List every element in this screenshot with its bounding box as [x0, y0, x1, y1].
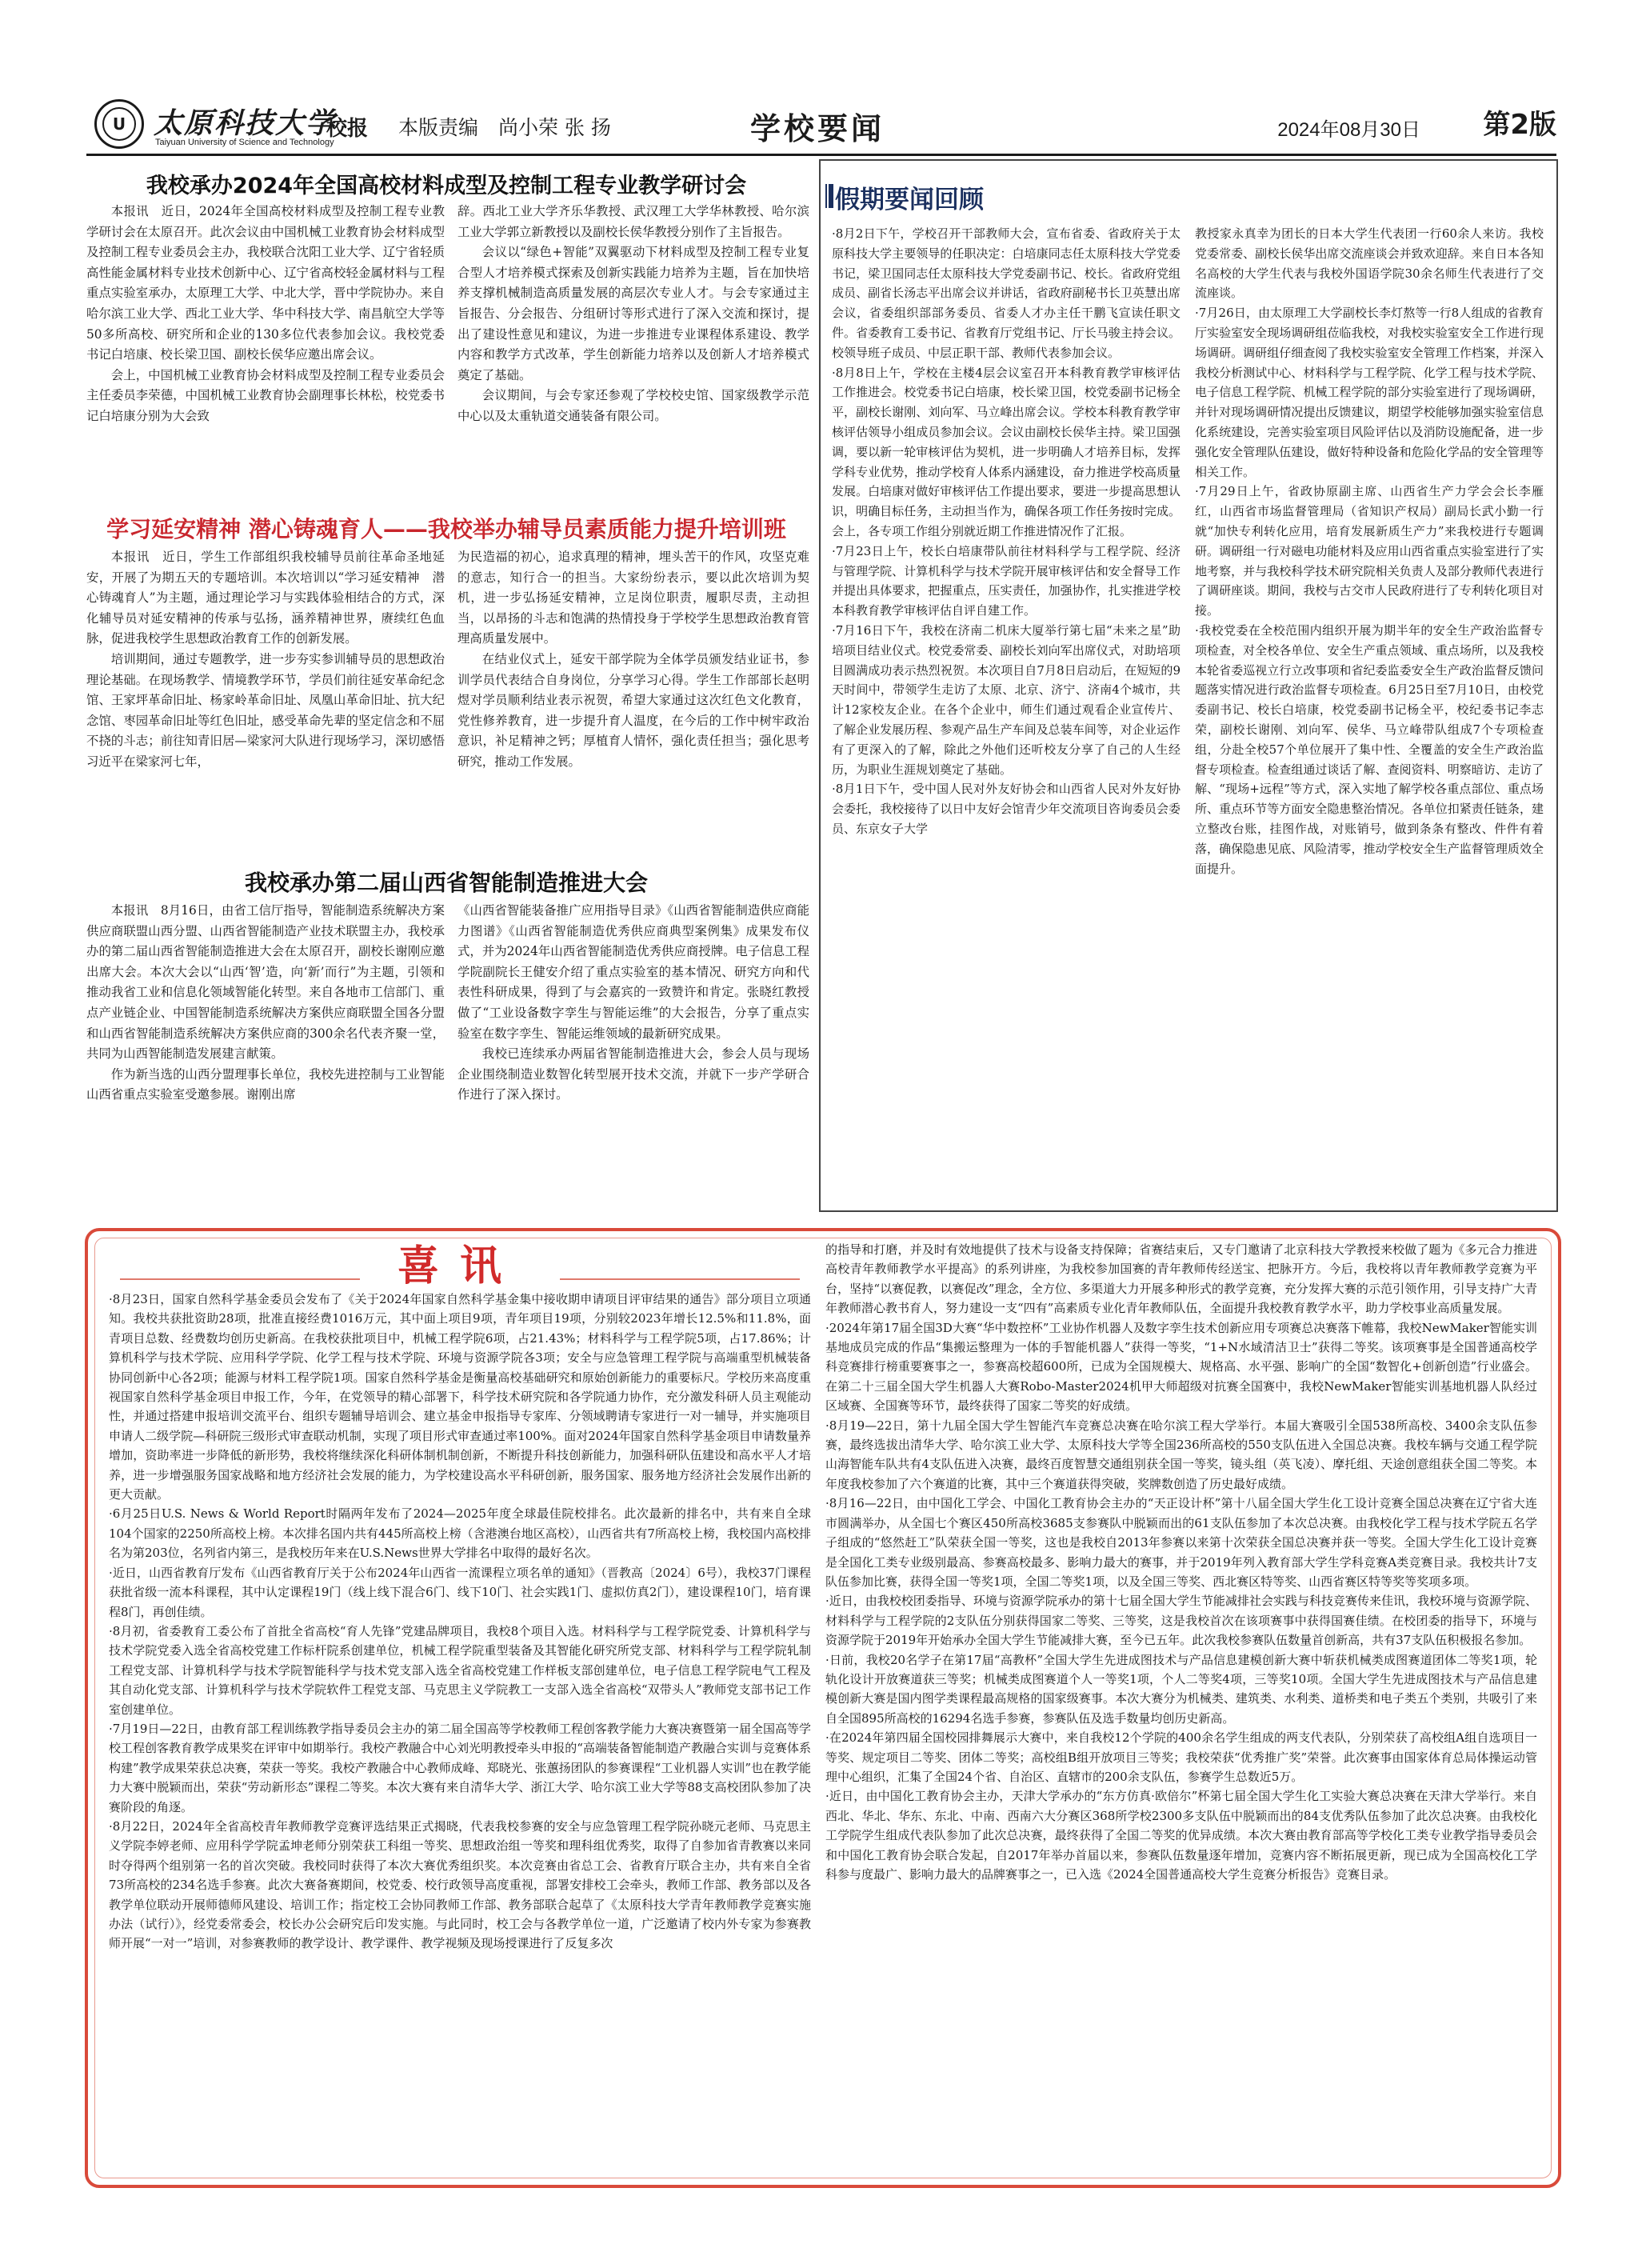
article2-para: 为民造福的初心，追求真理的精神，埋头苦干的作风，攻坚克难的意志，知行合一的担当。大家纷纷表示，要以此次培训为契机，进一步弘扬延安精神，立足岗位职责，履职尽责，主动担当，以昂扬的斗志和饱满的热情投身于学校学生思想政治教育管理高质量发展中。 — [457, 550, 809, 646]
article1-para: 辞。西北工业大学齐乐华教授、武汉理工大学华林教授、哈尔滨工业大学郭立新教授以及副校长侯华教授分别作了主旨报告。 — [457, 204, 809, 239]
good-news-item: ·近日，山西省教育厅发布《山西省教育厅关于公布2024年山西省一流课程立项名单的通知》（晋教高〔2024〕6号），我校37门课程获批省级一流本科课程，其中认定课程19门（线上线下混合6门、线下10门、社会实践1门、虚拟仿真2门），建设课程10门，培育课程8门，再创佳绩。 — [109, 1565, 811, 1619]
article1-title: 我校承办2024年全国高校材料成型及控制工程专业教学研讨会 — [146, 174, 747, 198]
good-news-item: ·8月22日，2024年全省高校青年教师教学竞赛评选结果正式揭晓，代表我校参赛的安全与应急管理工程学院孙晓元老师、马克思主义学院李婷老师、应用科学学院孟坤老师分别荣获工科组一等奖、思想政治组一等奖和理科组优秀奖，取得了自参加省青教赛以来同时夺得两个组别第一名的首次突破。我校同时获得了本次大赛优秀组织奖。本次竞赛由省总工会、省教育厅联合主办，共有来自全省73所高校的234名选手参赛。此次大赛备赛期间，校党委、校行政领导高度重视，部署安排校工会牵头，教师工作部、教务部以及各教学单位联动开展师德师风建设、培训工作；指定校工会协同教师工作部、教务部联合起草了《太原科技大学青年教师教学竞赛实施办法（试行）》，经党委常委会，校长办公会研究后印发实施。与此同时，校工会与各教学单位一道，广泛邀请了校内外专家为参赛教师开展“一对一”培训，对参赛教师的教学设计、教学课件、教学视频及现场授课进行了反复多次 — [109, 1818, 811, 1951]
university-name-en: Taiyuan University of Science and Technology — [155, 138, 334, 147]
review-col2 — [1195, 224, 1544, 1205]
good-news-item: ·8月16—22日，由中国化工学会、中国化工教育协会主办的“天正设计杯”第十八届全国大学生化工设计竞赛全国总决赛在辽宁省大连市圆满举办，从全国七个赛区450所高校3685支参赛队中脱颖而出的61支队伍参加了本次总决赛。由我校化学工程与技术学院五名学子组成的“悠然赶工”队荣获全国一等奖，这也是我校自2013年参赛以来第十次荣获全国总决赛并获一等奖。全国大学生化工设计竞赛是全国化工类专业级别最高、参赛高校最多、影响力最大的赛事，并于2019年列入教育部大学生学科竞赛A类竞赛目录。我校共计7支队伍参加比赛，获得全国一等奖1项，全国二等奖1项，以及全国三等奖、西北赛区特等奖、山西省赛区特等奖等奖项多项。 — [825, 1496, 1537, 1589]
edition-number: 第2版 — [1483, 109, 1556, 141]
review-item: ·我校党委在全校范围内组织开展为期半年的安全生产政治监督专项检查，对全校各单位、安全生产重点领域、重点场所，以及我校本轮省委巡视立行立改事项和省纪委监委安全生产政治监督反馈问题落实情况进行政治监督专项检查。6月25日至7月10日，由校党委副书记、校长白培康，校党委副书记杨全平，校纪委书记李志荣，副校长谢刚、刘向军、侯华、马立峰带队组成7个专项检查组，分赴全校57个单位展开了集中性、全覆盖的安全生产政治监督专项检查。检查组通过谈话了解、查阅资料、明察暗访、走访了解、“现场+远程”等方式，深入实地了解学校各重点部位、重点场所、重点环节等方面安全隐患整治情况。各单位扣紧责任链条，建立整改台账，挂图作战，对账销号，做到条条有整改、件件有着落，确保隐患见底、风险清零，推动学校安全生产监督管理质效全面提升。 — [1195, 622, 1544, 876]
article1-para: 本报讯 近日，2024年全国高校材料成型及控制工程专业教学研讨会在太原召开。此次会议由中国机械工业教育协会材料成型及控制工程专业委员会主办，我校联合沈阳工业大学、辽宁省轻质高性能金属材料专业技术创新中心、辽宁省高校轻金属材料与工程重点实验室承办，太原理工大学、中北大学，晋中学院协办。来自哈尔滨工业大学、西北工业大学、华中科技大学、南昌航空大学等50多所高校、研究所和企业的130多位代表参加会议。我校党委书记白培康、校长梁卫国、副校长侯华应邀出席会议。 — [86, 204, 445, 362]
title-rule-left — [120, 1278, 360, 1280]
good-news-item: ·2024年第17届全国3D大赛“华中数控杯”工业协作机器人及数字孪生技术创新应用专项赛总决赛落下帷幕，我校NewMaker智能实训基地成员完成的作品“集搬运整理为一体的手智能机器人”获得一等奖，“1+N水域清洁卫士”获得二等奖。该项赛事是全国普通高校学科竞赛排行榜重要赛事之一，参赛高校超600所，已成为全国规模大、规格高、水平强、影响广的全国“数智化+创新创造”行业盛会。在第二十三届全国大学生机器人大赛Robo-Master2024机甲大师超级对抗赛全国赛中，我校NewMaker智能实训基地机器人队经过区域赛、全国赛等环节，最终获得了国家二等奖的好成绩。 — [825, 1320, 1537, 1414]
article1-para: 会议期间，与会专家还参观了学校校史馆、国家级教学示范中心以及太重轨道交通装备有限公司。 — [457, 388, 809, 423]
review-item: ·8月2日下午，学校召开干部教师大会，宣布省委、省政府关于太原科技大学主要领导的任职决定：白培康同志任太原科技大学党委书记，梁卫国同志任太原科技大学党委副书记、校长。省政府党组成员、副省长汤志平出席会议并讲话，省政府副秘书长卫英慧出席会议，省委组织部部务委员、省委人才办主任干鹏飞宣读任职文件。省委教育工委书记、省教育厅党组书记、厅长马骏主持会议。校领导班子成员、中层正职干部、教师代表参加会议。 — [832, 226, 1181, 360]
issue-date: 2024年08月30日 — [1277, 119, 1420, 141]
article3-para: 本报讯 8月16日，由省工信厅指导，智能制造系统解决方案供应商联盟山西分盟、山西省智能制造产业技术联盟主办，我校承办的第二届山西省智能制造推进大会在太原召开，副校长谢刚应邀出席大会。本次大会以“山西‘智’造，向‘新’而行”为主题，引领和推动我省工业和信息化领域智能化转型。来自各地市工信部门、重点产业链企业、中国智能制造系统解决方案供应商联盟全国各分盟和山西省智能制造系统解决方案供应商的300余名代表齐聚一堂，共同为山西智能制造发展建言献策。 — [86, 903, 445, 1062]
article1-col1 — [86, 202, 445, 498]
article2-col1 — [86, 547, 445, 853]
review-item: ·7月29日上午，省政协原副主席、山西省生产力学会会长李雁红，山西省市场监督管理局（省知识产权局）副局长武小勤一行就“加快专利转化应用，培育发展新质生产力”来我校进行专题调研。调研组一行对磁电功能材料及应用山西省重点实验室进行了实地考察，并与我校科学技术研究院相关负责人及部分教师代表进行了调研座谈。期间，我校与古交市人民政府进行了专利转化项目对接。 — [1195, 484, 1544, 618]
title-bar-icon — [829, 184, 833, 208]
article3-para: 《山西省智能装备推广应用指导目录》《山西省智能制造供应商能力图谱》《山西省智能制造优秀供应商典型案例集》成果发布仪式，并为2024年山西省智能制造优秀供应商授牌。电子信息工程学院副院长王健安介绍了重点实验室的基本情况、研究方向和代表性科研成果，得到了与会嘉宾的一致赞许和肯定。张晓红教授做了“工业设备数字孪生与智能运维”的大会报告，分享了重点实验室在数字孪生、智能运维领域的最新研究成果。 — [457, 903, 809, 1041]
good-news-item: ·6月25日U.S. News & World Report时隔两年发布了2024—2025年度全球最佳院校排名。此次最新的排名中，共有来自全球104个国家的2250所高校上榜。本次排名国内共有445所高校上榜（含港澳台地区高校），山西省共有7所高校上榜，我校国内高校排名为第203位，名列省内第三，是我校历年来在U.S.News世界大学排名中取得的最好名次。 — [109, 1506, 811, 1561]
article3-title: 我校承办第二届山西省智能制造推进大会 — [244, 870, 648, 896]
article3-col2 — [457, 901, 809, 1210]
title-rule-right — [560, 1278, 800, 1280]
holiday-news-title: 假期要闻回顾 — [835, 186, 984, 214]
paper-name: 校报 — [326, 117, 369, 141]
good-news-col1 — [109, 1290, 811, 2170]
article3-para: 我校已连续承办两届省智能制造推进大会，参会人员与现场企业围绕制造业数智化转型展开技术交流，并就下一步产学研合作进行了深入探讨。 — [457, 1046, 809, 1102]
university-name: 太原科技大学 — [154, 106, 337, 140]
good-news-item: ·在2024年第四届全国校园排舞展示大赛中，来自我校12个学院的400余名学生组成的两支代表队，分别荣获了高校组A组自选项目一等奖、规定项目二等奖、团体二等奖；高校组B组开放项目三等奖；我校荣获“优秀推广奖”荣誉。此次赛事由国家体育总局体操运动管理中心组织，汇集了全国24个省、自治区、直辖市的200余支队伍，参赛学生总数近5万。 — [825, 1730, 1537, 1784]
article1-para: 会上，中国机械工业教育协会材料成型及控制工程专业委员会主任委员李荣德，中国机械工业教育协会副理事长林松，校党委书记白培康分别为大会致 — [86, 367, 445, 423]
article3-para: 作为新当选的山西分盟理事长单位，我校先进控制与工业智能山西省重点实验室受邀参展。谢刚出席 — [86, 1066, 445, 1102]
good-news-col2 — [825, 1240, 1537, 2170]
article2-title: 学习延安精神 潜心铸魂育人——我校举办辅导员素质能力提升培训班 — [106, 516, 786, 542]
page-editors: 本版责编 尚小荣 张 扬 — [398, 116, 611, 139]
university-seal-icon: U — [94, 99, 144, 149]
good-news-item: ·8月23日，国家自然科学基金委员会发布了《关于2024年国家自然科学基金集中接收期申请项目评审结果的通告》部分项目立项通知。我校共获批资助28项，批准直接经费1016万元，其中面上项目9项，青年项目19项，分别较2023年增长12.5%和11.8%，面青项目总数、经费数均创历史新高。在我校获批项目中，机械工程学院6项，占21.43%；材料科学与工程学院5项，占17.86%；计算机科学与技术学院、应用科学学院、化学工程与技术学院、环境与资源学院各3项；安全与应急管理工程学院与高端重型机械装备协同创新中心各2项；能源与材料工程学院1项。国家自然科学基金是衡量高校基础研究和原始创新能力的重要标尺。学校历来高度重视国家自然科学基金项目申报工作，今年，在党领导的精心部署下，科学技术研究院和各学院通力协作，充分激发科研人员主观能动性，并通过搭建申报培训交流平台、组织专题辅导培训会、建立基金申报指导专家库、分领域聘请专家进行一对一辅导，并实施项目申请人二级学院—科研院三级形式审查联动机制，实现了项目形式审查通过率100%。面对2024年国家自然科学基金项目申请数量养增加，资助率进一步降低的新形势，我校将继续深化科研体制机制创新，不断提升科技创新能力，加强科研队伍建设和高水平人才培养，进一步增强服务国家战略和地方经济社会发展的能力，为学校建设高水平科研创新，服务国家、服务地方经济社会发展作出新的更大贡献。 — [109, 1292, 811, 1502]
section-title: 学校要闻 — [750, 111, 885, 146]
review-item: ·8月8日上午，学校在主楼4层会议室召开本科教育教学审核评估工作推进会。校党委书记白培康，校长梁卫国，校党委副书记杨全平，副校长谢刚、刘向军、马立峰出席会议。学校本科教育教学审核评估领导小组成员参加会议。会议由副校长侯华主持。梁卫国强调，要以新一轮审核评估为契机，进一步明确人才培养目标，发挥学科专业优势，推动学校育人体系内涵建设，奋力推进学校高质量发展。白培康对做好审核评估工作提出要求，要进一步提高思想认识，明确目标任务，主动担当作为，确保各项工作任务按时完成。会上，各专项工作组分别就近期工作推进情况作了汇报。 — [832, 365, 1181, 538]
good-news-item: ·近日，由中国化工教育协会主办，天津大学承办的“东方仿真·欧倍尔”杯第七届全国大学生化工实验大赛总决赛在天津大学举行。来自西北、华北、华东、东北、中南、西南六大分赛区368所学校2300多支队伍中脱颖而出的84支优秀队伍参加了此次总决赛。由我校化工学院学生组成代表队参加了此次总决赛，最终获得了全国二等奖的优异成绩。本次大赛由教育部高等学校化工类专业教学指导委员会和中国化工教育协会联合发起，自2017年举办首届以来，参赛队伍数量逐年增加，竞赛内容不断拓展更新，现已成为全国高校化工学科参与度最广、影响力最大的品牌赛事之一，已入选《2024全国普通高校大学生竞赛分析报告》竞赛目录。 — [825, 1789, 1537, 1882]
article1-col2 — [457, 202, 809, 498]
review-item: ·7月26日，由太原理工大学副校长李灯熬等一行8人组成的省教育厅实验室安全现场调研组莅临我校，对我校实验室安全工作进行现场调研。调研组仔细查阅了我校实验室安全管理工作档案，并深入我校分析测试中心、材料科学与工程学院、化学工程与技术学院、电子信息工程学院、机械工程学院的部分实验室进行了现场调研，并针对现场调研情况提出反馈建议，期望学校能够加强实验室信息化系统建设，完善实验室项目风险评估以及消防设施配备，进一步强化安全管理队伍建设，做好特种设备和危险化学品的安全管理等相关工作。 — [1195, 306, 1544, 479]
review-item: ·7月23日上午，校长白培康带队前往材料科学与工程学院、经济与管理学院、计算机科学与技术学院开展审核评估和安全督导工作并提出具体要求，把握重点，压实责任，加强协作，扎实推进学校本科教育教学审核评估自评自建工作。 — [832, 543, 1181, 618]
masthead-rule — [86, 154, 1556, 156]
review-item: ·8月1日下午，受中国人民对外友好协会和山西省人民对外友好协会委托，我校接待了以日中友好会馆青少年交流项目咨询委员会委员、东京女子大学 — [832, 782, 1181, 836]
article3-col1 — [86, 901, 445, 1210]
masthead — [86, 94, 1556, 157]
good-news-item: 的指导和打磨，并及时有效地提供了技术与设备支持保障；省赛结束后，又专门邀请了北京科技大学教授来校做了题为《多元合力推进高校青年教师教学水平提高》的系列讲座，为我校参加国赛的青年教师传经送宝、把脉开方。今后，我校将以青年教师教学竞赛为平台，坚持“以赛促教，以赛促改”理念，全方位、多渠道大力开展多种形式的教学竞赛，充分发挥大赛的示范引领作用，引导支持广大青年教师潜心教书育人，努力建设一支“四有”高素质专业化青年教师队伍，全面提升我校教育教学水平，助力学校事业高质量发展。 — [825, 1242, 1537, 1316]
good-news-item: ·8月初，省委教育工委公布了首批全省高校“育人先锋”党建品牌项目，我校8个项目入选。材料科学与工程学院党委、计算机科学与技术学院党委入选全省高校党建工作标杆院系创建单位，机械工程学院重型装备及其智能化研究所党支部、材料科学与工程学院轧制工程党支部、计算机科学与技术学院智能科学与技术党支部入选全省高校党建工作样板支部创建单位，电子信息工程学院电气工程及其自动化党支部、计算机科学与技术学院软件工程党支部、马克思主义学院教工一支部入选全省高校“双带头人”教师党支部书记工作室创建单位。 — [109, 1623, 811, 1717]
good-news-title: 喜讯 — [397, 1242, 522, 1290]
article2-para: 本报讯 近日，学生工作部组织我校辅导员前往革命圣地延安，开展了为期五天的专题培训。本次培训以“学习延安精神 潜心铸魂育人”为主题，通过理论学习与实践体验相结合的方式，深化辅导员对延安精神的传承与弘扬，涵养精神世界，赓续红色血脉，促进我校学生思想政治教育工作的创新发展。 — [86, 550, 445, 646]
good-news-item: ·7月19日—22日，由教育部工程训练教学指导委员会主办的第二届全国高等学校教师工程创客教学能力大赛决赛暨第一届全国高等学校工程创客教育教学成果奖在评审中如期举行。我校产教融合中心刘光明教授牵头申报的“高端装备智能制造产教融合实训与竞赛体系构建”教学成果荣获总决赛，荣获一等奖。我校产教融合中心教师成峰、郑晓光、张蕙扬团队的参赛课程“工业机器人实训”也在教学能力大赛中脱颖而出，荣获“劳动新形态”课程二等奖。本次大赛有来自清华大学、浙江大学、哈尔滨工业大学等88支高校团队参加了决赛阶段的角逐。 — [109, 1721, 811, 1814]
good-news-item: ·8月19—22日，第十九届全国大学生智能汽车竞赛总决赛在哈尔滨工程大学举行。本届大赛吸引全国538所高校、3400余支队伍参赛，最终选拔出清华大学、哈尔滨工业大学、太原科技大学等全国236所高校的550支队伍进入全国总决赛。我校车辆与交通工程学院山海智能车队共有4支队伍进入决赛，最终百度智慧交通组别获全国一等奖，镜头组（英飞凌）、摩托组、天途创意组获全国二等奖。本年度我校参加了六个赛道的比赛，其中三个赛道获得突破，奖牌数创造了历史最好成绩。 — [825, 1418, 1537, 1491]
review-item: ·7月16日下午，我校在济南二机床大厦举行第七届“未来之星”助培项目结业仪式。校党委常委、副校长刘向军出席仪式，对助培项目圆满成功表示热烈祝贺。本次项目自7月8日启动后，在短短的9天时间中，带领学生走访了太原、北京、济宁、济南4个城市，共计12家校友企业。在各个企业中，师生们通过观看企业宣传片、了解企业发展历程、参观产品生产车间及总装车间等，对企业运作有了更深入的了解，除此之外他们还听校友分享了自己的人生经历，为职业生涯规划奠定了基础。 — [832, 622, 1181, 777]
article1-para: 会议以“绿色+智能”双翼驱动下材料成型及控制工程专业复合型人才培养模式探索及创新实践能力培养为主题，旨在加快培养支撑机械制造高质量发展的高层次专业人才。与会专家通过主旨报告、分会报告、分组研讨等形式进行了深入交流和探讨，提出了建设性意见和建议，为进一步推进专业课程体系建设、教学内容和教学方式改革，学生创新能力培养以及创新人才培养模式奠定了基础。 — [457, 245, 809, 382]
title-bar-icon — [825, 184, 827, 208]
review-item: 教授家永真幸为团长的日本大学生代表团一行60余人来访。我校党委常委、副校长侯华出席交流座谈会并致欢迎辞。来自日本各知名高校的大学生代表与我校外国语学院30余名师生代表进行了交流座谈。 — [1195, 226, 1544, 301]
good-news-item: ·日前，我校20名学子在第17届“高教杯”全国大学生先进成图技术与产品信息建模创新大赛中斩获机械类成图赛道团体二等奖1项，轮轨化设计开放赛道获三等奖；机械类成图赛道个人一等奖1项，个人二等奖4项，三等奖10项。全国大学生先进成图技术与产品信息建模创新大赛是国内图学类课程最高规格的国家级赛事。本次大赛分为机械类、建筑类、水利类、道桥类和电子类五个类别，共吸引了来自全国895所高校的16294名选手参赛，参赛队伍及选手数量均创历史新高。 — [825, 1652, 1537, 1726]
article2-para: 在结业仪式上，延安干部学院为全体学员颁发结业证书，参训学员代表结合自身岗位，分享学习心得。学生工作部部长赵明煜对学员顺利结业表示祝贺，希望大家通过这次红色文化教育，党性修养教育，进一步提升育人温度，在今后的工作中树牢政治意识，补足精神之钙；厚植育人情怀，强化责任担当；强化思考研究，推动工作发展。 — [457, 651, 809, 769]
article2-col2 — [457, 547, 809, 853]
article2-para: 培训期间，通过专题教学，进一步夯实参训辅导员的思想政治理论基础。在现场教学、情境教学环节，学员们前往延安革命纪念馆、王家坪革命旧址、杨家岭革命旧址、凤凰山革命旧址、抗大纪念馆、枣园革命旧址等红色旧址，感受革命先辈的坚定信念和不屈不挠的斗志；前往知青旧居—梁家河大队进行现场学习，深切感悟习近平在梁家河七年， — [86, 651, 445, 769]
good-news-item: ·近日，由我校校团委指导、环境与资源学院承办的第十七届全国大学生节能减排社会实践与科技竞赛传来佳讯，我校环境与资源学院、材料科学与工程学院的2支队伍分别获得国家二等奖、三等奖，这是我校首次在该项赛事中获得国赛佳绩。在校团委的指导下，环境与资源学院于2019年开始承办全国大学生节能减排大赛，至今已五年。此次我校参赛队伍数量首创新高，共有37支队伍积极报名参加。 — [825, 1594, 1537, 1648]
review-col1 — [832, 224, 1181, 1205]
